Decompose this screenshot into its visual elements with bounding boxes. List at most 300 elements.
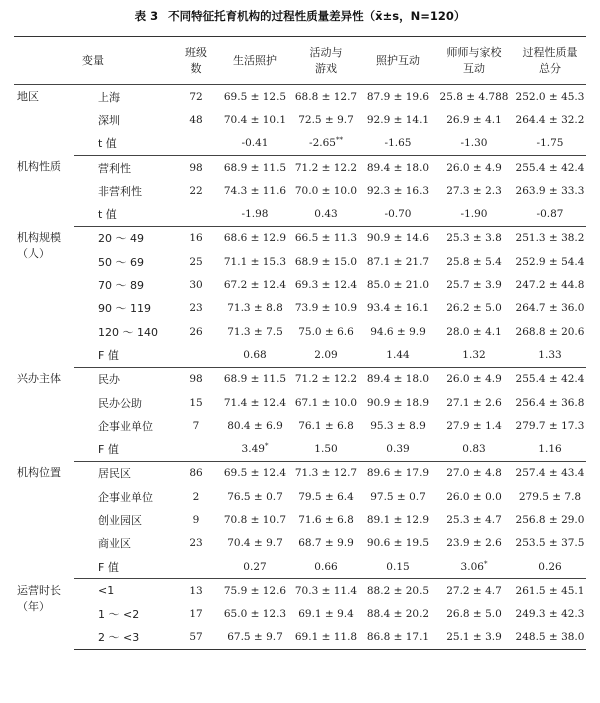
value-text: 80.4 ± 6.9 xyxy=(227,419,283,432)
table-title xyxy=(0,8,600,24)
variable-label: 民办公助 xyxy=(98,396,142,410)
value-cell xyxy=(514,508,586,531)
value-text: 93.4 ± 16.1 xyxy=(366,302,430,315)
value-text: 26.0 ± 0.0 xyxy=(446,490,502,503)
value-cell xyxy=(514,485,586,508)
value-text: 25.1 ± 3.9 xyxy=(446,631,502,644)
value-text: 79.5 ± 6.4 xyxy=(298,490,354,503)
value-cell xyxy=(514,626,586,650)
value-text: 73.9 ± 10.9 xyxy=(294,302,358,315)
table-row xyxy=(14,579,586,603)
class-count-cell xyxy=(172,437,220,461)
table-row xyxy=(14,461,586,485)
value-text: 90.6 ± 19.5 xyxy=(366,537,430,550)
value-cell xyxy=(220,343,290,367)
table-row xyxy=(14,250,586,273)
value-cell xyxy=(220,579,290,603)
value-text: 90.9 ± 18.9 xyxy=(366,396,430,409)
value-text: 70.8 ± 10.7 xyxy=(223,513,287,526)
value-cell xyxy=(514,273,586,296)
value-cell xyxy=(220,532,290,555)
variable-label: 非营利性 xyxy=(98,184,142,198)
value-text: 25.3 ± 4.7 xyxy=(446,513,502,526)
value-cell xyxy=(514,603,586,626)
value-cell xyxy=(434,414,514,437)
table-row xyxy=(14,367,586,391)
variable-label: 90 ～ 119 xyxy=(98,302,151,316)
variable-label: 营利性 xyxy=(98,161,131,175)
value-cell xyxy=(220,414,290,437)
variable-label: 创业园区 xyxy=(98,513,142,527)
value-cell xyxy=(514,132,586,156)
class-count-cell: 25 xyxy=(189,255,203,268)
value-text: 26.2 ± 5.0 xyxy=(446,302,502,315)
group-label: 机构规模（人） xyxy=(17,231,61,261)
value-cell xyxy=(362,273,434,296)
variable-label: 120 ～ 140 xyxy=(98,325,158,339)
group-label: 地区 xyxy=(17,90,39,103)
value-text: -2.65 xyxy=(309,137,336,150)
value-text: 85.0 ± 21.0 xyxy=(366,279,430,292)
value-cell xyxy=(362,297,434,320)
value-cell xyxy=(514,85,586,109)
class-count-cell: 72 xyxy=(189,90,203,103)
value-text: 69.5 ± 12.4 xyxy=(223,467,287,480)
class-count-cell: 26 xyxy=(189,325,203,338)
value-cell xyxy=(290,343,362,367)
value-cell xyxy=(362,485,434,508)
value-cell xyxy=(434,273,514,296)
group-label: 机构位置 xyxy=(17,466,61,480)
class-count-cell: 23 xyxy=(189,537,203,550)
value-text: 3.49 xyxy=(241,443,265,456)
value-text: 76.1 ± 6.8 xyxy=(298,419,354,432)
column-header-process-quality-total: 过程性质量 总分 xyxy=(514,37,586,85)
value-cell xyxy=(514,202,586,226)
data-table xyxy=(14,36,586,650)
value-text: 0.66 xyxy=(314,560,338,573)
value-cell xyxy=(220,297,290,320)
table-row xyxy=(14,202,586,226)
value-cell xyxy=(514,437,586,461)
value-text: 70.4 ± 9.7 xyxy=(227,537,283,550)
value-cell xyxy=(220,485,290,508)
column-header-variable: 变量 xyxy=(14,37,172,85)
value-cell xyxy=(434,603,514,626)
value-text: 25.8 ± 5.4 xyxy=(446,255,502,268)
variable-label: 深圳 xyxy=(98,113,120,127)
value-text: 0.26 xyxy=(538,560,562,573)
variable-label: t 值 xyxy=(74,132,172,156)
variable-label: 居民区 xyxy=(98,467,131,481)
value-text: 67.1 ± 10.0 xyxy=(294,396,358,409)
value-cell xyxy=(220,437,290,461)
value-text: 89.6 ± 17.9 xyxy=(366,467,430,480)
value-text: 0.39 xyxy=(386,443,410,456)
value-cell xyxy=(434,391,514,414)
value-cell xyxy=(514,414,586,437)
value-cell xyxy=(290,132,362,156)
value-cell xyxy=(362,414,434,437)
value-cell xyxy=(514,367,586,391)
value-text: 27.0 ± 4.8 xyxy=(446,467,502,480)
value-text: 68.9 ± 11.5 xyxy=(223,373,287,386)
value-cell xyxy=(514,226,586,250)
table-row xyxy=(14,626,586,650)
value-text: 279.7 ± 17.3 xyxy=(515,419,585,432)
variable-label: 商业区 xyxy=(98,537,131,551)
value-text: 65.0 ± 12.3 xyxy=(223,608,287,621)
value-cell xyxy=(514,532,586,555)
value-cell xyxy=(220,85,290,109)
value-cell xyxy=(362,343,434,367)
variable-label: 1 ～ <2 xyxy=(98,608,140,622)
significance-marker: * xyxy=(483,559,488,568)
value-cell xyxy=(220,555,290,579)
value-cell xyxy=(434,555,514,579)
value-text: 74.3 ± 11.6 xyxy=(223,184,287,197)
value-text: 67.2 ± 12.4 xyxy=(223,279,287,292)
value-text: 27.1 ± 2.6 xyxy=(446,396,502,409)
value-cell xyxy=(514,179,586,202)
value-text: 251.3 ± 38.2 xyxy=(515,232,585,245)
value-cell xyxy=(290,532,362,555)
value-cell xyxy=(514,297,586,320)
table-row xyxy=(14,343,586,367)
value-cell xyxy=(362,132,434,156)
value-cell xyxy=(290,108,362,131)
value-text: 23.9 ± 2.6 xyxy=(446,537,502,550)
value-text: 252.0 ± 45.3 xyxy=(515,90,585,103)
value-cell xyxy=(220,626,290,650)
value-text: 263.9 ± 33.3 xyxy=(515,184,585,197)
value-cell xyxy=(362,461,434,485)
class-count-cell: 13 xyxy=(189,584,203,597)
variable-label: F 值 xyxy=(74,343,172,367)
value-cell xyxy=(514,391,586,414)
table-row xyxy=(14,508,586,531)
value-cell xyxy=(290,508,362,531)
variable-label: F 值 xyxy=(74,555,172,579)
value-cell xyxy=(362,367,434,391)
value-text: 261.5 ± 45.1 xyxy=(515,584,585,597)
column-header-class-count: 班级 数 xyxy=(172,37,220,85)
value-text: 69.1 ± 11.8 xyxy=(294,631,358,644)
value-cell xyxy=(514,108,586,131)
value-cell xyxy=(434,579,514,603)
value-text: 264.7 ± 36.0 xyxy=(515,302,585,315)
variable-label: t 值 xyxy=(74,202,172,226)
class-count-cell: 48 xyxy=(189,113,203,126)
value-cell xyxy=(434,179,514,202)
class-count-cell: 7 xyxy=(192,419,200,432)
value-cell xyxy=(362,532,434,555)
column-header-activity-play: 活动与 游戏 xyxy=(290,37,362,85)
value-text: 279.5 ± 7.8 xyxy=(518,490,582,503)
class-count-cell xyxy=(172,132,220,156)
value-cell xyxy=(434,626,514,650)
value-cell xyxy=(514,155,586,179)
variable-label: 民办 xyxy=(98,373,120,387)
variable-label: 70 ～ 89 xyxy=(98,279,144,293)
class-count-cell: 23 xyxy=(189,302,203,315)
value-text: 3.06 xyxy=(460,560,484,573)
table-row xyxy=(14,179,586,202)
significance-marker: ** xyxy=(335,136,343,145)
value-cell xyxy=(434,202,514,226)
value-cell xyxy=(290,603,362,626)
value-cell xyxy=(362,603,434,626)
table-row xyxy=(14,437,586,461)
value-text: 92.3 ± 16.3 xyxy=(366,184,430,197)
value-text: 25.7 ± 3.9 xyxy=(446,279,502,292)
variable-label: 企事业单位 xyxy=(98,419,153,433)
group-label: 运营时长（年） xyxy=(17,583,61,613)
value-cell xyxy=(220,320,290,343)
value-text: 88.4 ± 20.2 xyxy=(366,608,430,621)
class-count-cell xyxy=(172,555,220,579)
class-count-cell: 9 xyxy=(192,513,200,526)
variable-label: 50 ～ 69 xyxy=(98,255,144,269)
value-text: 70.3 ± 11.4 xyxy=(294,584,358,597)
value-cell xyxy=(220,226,290,250)
value-text: 0.43 xyxy=(314,208,338,221)
value-text: 69.1 ± 9.4 xyxy=(298,608,354,621)
value-cell xyxy=(220,202,290,226)
value-text: 75.9 ± 12.6 xyxy=(223,584,287,597)
table-row xyxy=(14,555,586,579)
value-cell xyxy=(362,155,434,179)
table-row xyxy=(14,226,586,250)
value-cell xyxy=(362,626,434,650)
value-cell xyxy=(362,555,434,579)
class-count-cell: 17 xyxy=(189,608,203,621)
group-label: 兴办主体 xyxy=(17,372,61,386)
value-text: 255.4 ± 42.4 xyxy=(515,161,585,174)
table-row xyxy=(14,273,586,296)
class-count-cell: 2 xyxy=(192,490,200,503)
value-text: 249.3 ± 42.3 xyxy=(515,608,585,621)
variable-label: F 值 xyxy=(74,437,172,461)
value-cell xyxy=(290,555,362,579)
value-text: 88.2 ± 20.5 xyxy=(366,584,430,597)
value-text: 87.9 ± 19.6 xyxy=(366,90,430,103)
value-text: 28.0 ± 4.1 xyxy=(446,325,502,338)
table-row xyxy=(14,485,586,508)
value-text: 253.5 ± 37.5 xyxy=(515,537,585,550)
value-text: 76.5 ± 0.7 xyxy=(227,490,283,503)
value-text: 69.3 ± 12.4 xyxy=(294,279,358,292)
value-text: -0.70 xyxy=(384,208,412,221)
value-text: -0.87 xyxy=(536,208,564,221)
value-text: 71.3 ± 7.5 xyxy=(227,325,283,338)
value-cell xyxy=(362,202,434,226)
value-text: 68.8 ± 12.7 xyxy=(294,90,358,103)
table-row xyxy=(14,603,586,626)
value-cell xyxy=(290,297,362,320)
value-cell xyxy=(434,367,514,391)
value-cell xyxy=(220,508,290,531)
value-text: 69.5 ± 12.5 xyxy=(223,90,287,103)
class-count-cell: 98 xyxy=(189,161,203,174)
value-text: 27.2 ± 4.7 xyxy=(446,584,502,597)
value-cell xyxy=(290,179,362,202)
table-row xyxy=(14,414,586,437)
value-cell xyxy=(434,485,514,508)
value-text: 68.7 ± 9.9 xyxy=(298,537,354,550)
value-text: 72.5 ± 9.7 xyxy=(298,113,354,126)
class-count-cell: 15 xyxy=(189,396,203,409)
table-row xyxy=(14,391,586,414)
value-cell xyxy=(290,85,362,109)
value-text: 71.3 ± 8.8 xyxy=(227,302,283,315)
value-text: 89.4 ± 18.0 xyxy=(366,161,430,174)
table-body xyxy=(14,85,586,650)
value-text: 255.4 ± 42.4 xyxy=(515,373,585,386)
table-row xyxy=(14,297,586,320)
table-row xyxy=(14,132,586,156)
value-cell xyxy=(514,579,586,603)
class-count-cell: 57 xyxy=(172,626,220,650)
value-cell xyxy=(220,391,290,414)
value-cell xyxy=(362,226,434,250)
value-text: 26.9 ± 4.1 xyxy=(446,113,502,126)
variable-label: 2 ～ <3 xyxy=(74,626,172,650)
value-text: 71.6 ± 6.8 xyxy=(298,513,354,526)
value-text: 71.2 ± 12.2 xyxy=(294,373,358,386)
value-text: 68.6 ± 12.9 xyxy=(223,232,287,245)
value-text: -0.41 xyxy=(241,137,269,150)
value-cell xyxy=(362,508,434,531)
value-cell xyxy=(290,273,362,296)
value-text: 257.4 ± 43.4 xyxy=(515,467,585,480)
value-cell xyxy=(220,250,290,273)
table-row xyxy=(14,85,586,109)
value-text: 264.4 ± 32.2 xyxy=(515,113,585,126)
value-text: 0.15 xyxy=(386,560,410,573)
value-text: -1.30 xyxy=(460,137,488,150)
value-text: 0.83 xyxy=(462,443,486,456)
value-text: 256.4 ± 36.8 xyxy=(515,396,585,409)
value-cell xyxy=(290,579,362,603)
value-text: 1.33 xyxy=(538,348,562,361)
table-row xyxy=(14,108,586,131)
table-row xyxy=(14,155,586,179)
value-text: 27.9 ± 1.4 xyxy=(446,419,502,432)
value-text: 25.8 ± 4.788 xyxy=(439,90,509,103)
value-cell xyxy=(220,367,290,391)
value-text: 2.09 xyxy=(314,348,338,361)
group-label: 机构性质 xyxy=(17,160,61,174)
value-cell xyxy=(514,320,586,343)
value-cell xyxy=(220,179,290,202)
value-text: 75.0 ± 6.6 xyxy=(298,325,354,338)
value-cell xyxy=(434,226,514,250)
value-cell xyxy=(434,461,514,485)
value-cell xyxy=(290,391,362,414)
value-text: 71.4 ± 12.4 xyxy=(223,396,287,409)
value-text: 1.16 xyxy=(538,443,562,456)
value-text: 26.0 ± 4.9 xyxy=(446,161,502,174)
value-text: 94.6 ± 9.9 xyxy=(370,325,426,338)
value-text: 26.0 ± 4.9 xyxy=(446,373,502,386)
value-cell xyxy=(362,179,434,202)
value-cell xyxy=(290,320,362,343)
value-text: 27.3 ± 2.3 xyxy=(446,184,502,197)
value-cell xyxy=(434,108,514,131)
class-count-cell: 16 xyxy=(189,232,203,245)
value-cell xyxy=(514,343,586,367)
value-cell xyxy=(362,391,434,414)
value-text: 26.8 ± 5.0 xyxy=(446,608,502,621)
value-cell xyxy=(220,155,290,179)
value-text: 68.9 ± 15.0 xyxy=(294,255,358,268)
value-cell xyxy=(220,603,290,626)
value-text: 268.8 ± 20.6 xyxy=(515,325,585,338)
value-cell xyxy=(290,226,362,250)
value-text: 71.3 ± 12.7 xyxy=(294,467,358,480)
table-row xyxy=(14,532,586,555)
value-cell xyxy=(434,437,514,461)
value-text: 248.5 ± 38.0 xyxy=(515,631,585,644)
value-text: 247.2 ± 44.8 xyxy=(515,279,585,292)
value-cell xyxy=(514,461,586,485)
value-cell xyxy=(434,320,514,343)
class-count-cell: 86 xyxy=(189,467,203,480)
value-text: 92.9 ± 14.1 xyxy=(366,113,430,126)
class-count-cell: 98 xyxy=(189,373,203,386)
column-header-teacher-family-interaction: 师师与家校 互动 xyxy=(434,37,514,85)
value-cell xyxy=(434,132,514,156)
value-cell xyxy=(290,250,362,273)
value-cell xyxy=(362,108,434,131)
value-cell xyxy=(362,250,434,273)
value-cell xyxy=(362,437,434,461)
value-text: -1.98 xyxy=(241,208,269,221)
value-cell xyxy=(434,343,514,367)
value-cell xyxy=(290,485,362,508)
class-count-cell xyxy=(172,343,220,367)
value-text: 256.8 ± 29.0 xyxy=(515,513,585,526)
value-text: 0.27 xyxy=(243,560,267,573)
table-caption: 不同特征托育机构的过程性质量差异性（x̄±s，N=120） xyxy=(168,9,466,23)
value-cell xyxy=(290,367,362,391)
class-count-cell: 22 xyxy=(189,184,203,197)
value-text: 1.32 xyxy=(462,348,486,361)
value-text: 66.5 ± 11.3 xyxy=(294,232,358,245)
value-text: 90.9 ± 14.6 xyxy=(366,232,430,245)
value-text: 70.0 ± 10.0 xyxy=(294,184,358,197)
value-text: 89.4 ± 18.0 xyxy=(366,373,430,386)
class-count-cell: 30 xyxy=(189,279,203,292)
value-cell xyxy=(220,132,290,156)
value-text: 1.50 xyxy=(314,443,338,456)
value-text: 95.3 ± 8.9 xyxy=(370,419,426,432)
value-cell xyxy=(362,579,434,603)
value-cell xyxy=(434,532,514,555)
table-row xyxy=(14,320,586,343)
value-cell xyxy=(290,414,362,437)
variable-label: <1 xyxy=(98,584,115,598)
value-cell xyxy=(434,250,514,273)
value-text: 89.1 ± 12.9 xyxy=(366,513,430,526)
value-text: 86.8 ± 17.1 xyxy=(366,631,430,644)
value-text: 252.9 ± 54.4 xyxy=(515,255,585,268)
value-cell xyxy=(434,155,514,179)
column-header-life-care: 生活照护 xyxy=(220,37,290,85)
value-cell xyxy=(220,273,290,296)
column-header-care-interaction: 照护互动 xyxy=(362,37,434,85)
